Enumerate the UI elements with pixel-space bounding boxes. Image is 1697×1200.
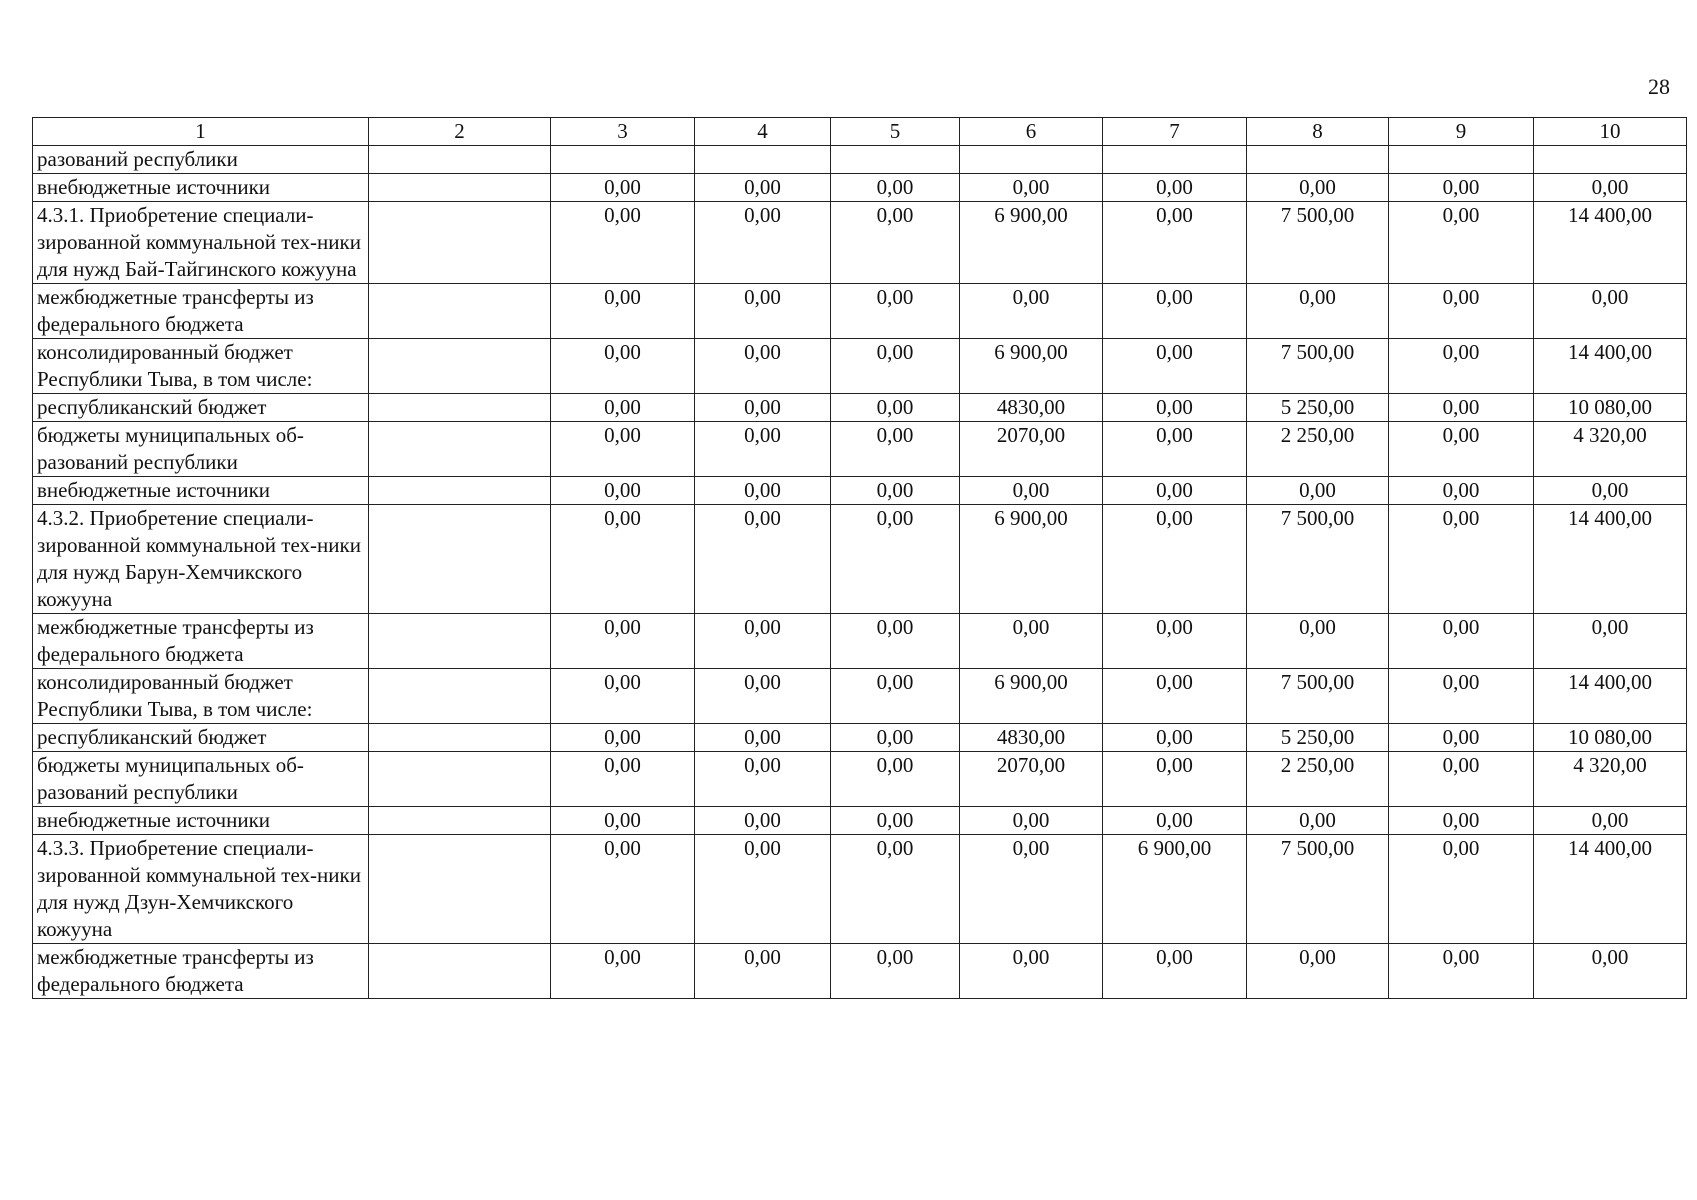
value-cell-col-5: 0,00 xyxy=(831,422,960,477)
table-body xyxy=(33,146,1687,999)
table-row xyxy=(33,394,1687,422)
value-cell-col-6: 0,00 xyxy=(960,174,1103,202)
value-cell-col-8: 0,00 xyxy=(1247,284,1389,339)
value-cell-col-7: 0,00 xyxy=(1103,944,1247,999)
value-cell-col-6: 6 900,00 xyxy=(960,339,1103,394)
value-cell-col-6: 6 900,00 xyxy=(960,669,1103,724)
value-cell-col-3: 0,00 xyxy=(551,835,695,944)
column-2-cell xyxy=(369,339,551,394)
value-cell-col-6: 2070,00 xyxy=(960,752,1103,807)
value-cell-col-8: 2 250,00 xyxy=(1247,422,1389,477)
row-label: внебюджетные источники xyxy=(33,477,369,505)
value-cell-col-7 xyxy=(1103,146,1247,174)
column-2-cell xyxy=(369,174,551,202)
value-cell-col-7: 0,00 xyxy=(1103,477,1247,505)
value-cell-col-3: 0,00 xyxy=(551,284,695,339)
value-cell-col-3: 0,00 xyxy=(551,422,695,477)
column-header-10: 10 xyxy=(1534,118,1687,146)
value-cell-col-7: 0,00 xyxy=(1103,724,1247,752)
value-cell-col-9: 0,00 xyxy=(1389,477,1534,505)
value-cell-col-10: 14 400,00 xyxy=(1534,202,1687,284)
value-cell-col-4: 0,00 xyxy=(695,944,831,999)
value-cell-col-4: 0,00 xyxy=(695,477,831,505)
table-row xyxy=(33,752,1687,807)
value-cell-col-9: 0,00 xyxy=(1389,669,1534,724)
row-label: межбюджетные трансферты из федерального бюджета xyxy=(33,944,369,999)
value-cell-col-10: 10 080,00 xyxy=(1534,394,1687,422)
value-cell-col-6: 6 900,00 xyxy=(960,202,1103,284)
value-cell-col-3: 0,00 xyxy=(551,202,695,284)
column-2-cell xyxy=(369,284,551,339)
column-2-cell xyxy=(369,807,551,835)
value-cell-col-8: 0,00 xyxy=(1247,807,1389,835)
table-row xyxy=(33,944,1687,999)
value-cell-col-4 xyxy=(695,146,831,174)
value-cell-col-4: 0,00 xyxy=(695,724,831,752)
value-cell-col-6: 0,00 xyxy=(960,477,1103,505)
value-cell-col-4: 0,00 xyxy=(695,284,831,339)
value-cell-col-9: 0,00 xyxy=(1389,339,1534,394)
value-cell-col-4: 0,00 xyxy=(695,422,831,477)
value-cell-col-7: 0,00 xyxy=(1103,284,1247,339)
value-cell-col-10: 0,00 xyxy=(1534,614,1687,669)
column-2-cell xyxy=(369,422,551,477)
value-cell-col-8: 0,00 xyxy=(1247,944,1389,999)
column-2-cell xyxy=(369,394,551,422)
value-cell-col-9: 0,00 xyxy=(1389,944,1534,999)
value-cell-col-7: 0,00 xyxy=(1103,339,1247,394)
column-2-cell xyxy=(369,505,551,614)
table-row xyxy=(33,174,1687,202)
header-row xyxy=(33,118,1687,146)
column-2-cell xyxy=(369,752,551,807)
value-cell-col-9: 0,00 xyxy=(1389,752,1534,807)
value-cell-col-7: 0,00 xyxy=(1103,669,1247,724)
value-cell-col-6: 0,00 xyxy=(960,835,1103,944)
row-label: бюджеты муниципальных об-разований республики xyxy=(33,422,369,477)
row-label: консолидированный бюджет Республики Тыва, в том числе: xyxy=(33,669,369,724)
value-cell-col-8: 7 500,00 xyxy=(1247,505,1389,614)
value-cell-col-3: 0,00 xyxy=(551,614,695,669)
value-cell-col-10: 0,00 xyxy=(1534,807,1687,835)
value-cell-col-4: 0,00 xyxy=(695,174,831,202)
value-cell-col-3: 0,00 xyxy=(551,174,695,202)
value-cell-col-3: 0,00 xyxy=(551,339,695,394)
value-cell-col-3: 0,00 xyxy=(551,752,695,807)
value-cell-col-5: 0,00 xyxy=(831,284,960,339)
value-cell-col-5: 0,00 xyxy=(831,724,960,752)
value-cell-col-10: 4 320,00 xyxy=(1534,422,1687,477)
value-cell-col-4: 0,00 xyxy=(695,394,831,422)
value-cell-col-9: 0,00 xyxy=(1389,174,1534,202)
value-cell-col-3: 0,00 xyxy=(551,669,695,724)
value-cell-col-5: 0,00 xyxy=(831,835,960,944)
column-header-4: 4 xyxy=(695,118,831,146)
row-label: межбюджетные трансферты из федерального бюджета xyxy=(33,614,369,669)
value-cell-col-6: 4830,00 xyxy=(960,394,1103,422)
value-cell-col-5 xyxy=(831,146,960,174)
value-cell-col-6: 4830,00 xyxy=(960,724,1103,752)
value-cell-col-7: 0,00 xyxy=(1103,202,1247,284)
value-cell-col-10: 0,00 xyxy=(1534,477,1687,505)
value-cell-col-10: 4 320,00 xyxy=(1534,752,1687,807)
value-cell-col-10: 0,00 xyxy=(1534,174,1687,202)
value-cell-col-8: 7 500,00 xyxy=(1247,669,1389,724)
page-number: 28 xyxy=(1648,74,1670,99)
value-cell-col-4: 0,00 xyxy=(695,807,831,835)
value-cell-col-5: 0,00 xyxy=(831,944,960,999)
value-cell-col-8 xyxy=(1247,146,1389,174)
column-2-cell xyxy=(369,724,551,752)
value-cell-col-10: 0,00 xyxy=(1534,284,1687,339)
value-cell-col-5: 0,00 xyxy=(831,807,960,835)
row-label: разований республики xyxy=(33,146,369,174)
value-cell-col-6: 0,00 xyxy=(960,284,1103,339)
column-header-3: 3 xyxy=(551,118,695,146)
column-2-cell xyxy=(369,477,551,505)
column-header-8: 8 xyxy=(1247,118,1389,146)
value-cell-col-9: 0,00 xyxy=(1389,505,1534,614)
table-row xyxy=(33,835,1687,944)
table-row xyxy=(33,505,1687,614)
value-cell-col-7: 0,00 xyxy=(1103,422,1247,477)
value-cell-col-4: 0,00 xyxy=(695,505,831,614)
table-row xyxy=(33,202,1687,284)
value-cell-col-4: 0,00 xyxy=(695,752,831,807)
value-cell-col-7: 0,00 xyxy=(1103,174,1247,202)
value-cell-col-8: 7 500,00 xyxy=(1247,339,1389,394)
value-cell-col-8: 7 500,00 xyxy=(1247,835,1389,944)
value-cell-col-8: 0,00 xyxy=(1247,477,1389,505)
column-2-cell xyxy=(369,614,551,669)
row-label: внебюджетные источники xyxy=(33,807,369,835)
value-cell-col-5: 0,00 xyxy=(831,614,960,669)
value-cell-col-9: 0,00 xyxy=(1389,835,1534,944)
value-cell-col-9: 0,00 xyxy=(1389,202,1534,284)
column-header-6: 6 xyxy=(960,118,1103,146)
value-cell-col-7: 6 900,00 xyxy=(1103,835,1247,944)
value-cell-col-3: 0,00 xyxy=(551,807,695,835)
value-cell-col-5: 0,00 xyxy=(831,394,960,422)
column-header-1: 1 xyxy=(33,118,369,146)
value-cell-col-5: 0,00 xyxy=(831,339,960,394)
value-cell-col-5: 0,00 xyxy=(831,174,960,202)
value-cell-col-3: 0,00 xyxy=(551,477,695,505)
row-label: бюджеты муниципальных об-разований республики xyxy=(33,752,369,807)
value-cell-col-6 xyxy=(960,146,1103,174)
table-row xyxy=(33,146,1687,174)
column-header-9: 9 xyxy=(1389,118,1534,146)
value-cell-col-4: 0,00 xyxy=(695,339,831,394)
value-cell-col-7: 0,00 xyxy=(1103,614,1247,669)
value-cell-col-9: 0,00 xyxy=(1389,422,1534,477)
value-cell-col-6: 0,00 xyxy=(960,807,1103,835)
row-label: республиканский бюджет xyxy=(33,724,369,752)
column-2-cell xyxy=(369,146,551,174)
value-cell-col-8: 2 250,00 xyxy=(1247,752,1389,807)
value-cell-col-6: 0,00 xyxy=(960,944,1103,999)
value-cell-col-9: 0,00 xyxy=(1389,807,1534,835)
value-cell-col-5: 0,00 xyxy=(831,477,960,505)
value-cell-col-9: 0,00 xyxy=(1389,724,1534,752)
column-2-cell xyxy=(369,202,551,284)
value-cell-col-8: 7 500,00 xyxy=(1247,202,1389,284)
value-cell-col-10: 14 400,00 xyxy=(1534,835,1687,944)
value-cell-col-3 xyxy=(551,146,695,174)
value-cell-col-9: 0,00 xyxy=(1389,394,1534,422)
value-cell-col-10: 10 080,00 xyxy=(1534,724,1687,752)
value-cell-col-10 xyxy=(1534,146,1687,174)
value-cell-col-7: 0,00 xyxy=(1103,807,1247,835)
row-label: 4.3.1. Приобретение специали-зированной коммунальной тех-ники для нужд Бай-Тайгинского кожууна xyxy=(33,202,369,284)
value-cell-col-8: 5 250,00 xyxy=(1247,724,1389,752)
value-cell-col-10: 14 400,00 xyxy=(1534,339,1687,394)
value-cell-col-10: 14 400,00 xyxy=(1534,505,1687,614)
row-label: республиканский бюджет xyxy=(33,394,369,422)
row-label: 4.3.2. Приобретение специали-зированной коммунальной тех-ники для нужд Барун-Хемчикского кожууна xyxy=(33,505,369,614)
value-cell-col-8: 0,00 xyxy=(1247,174,1389,202)
value-cell-col-3: 0,00 xyxy=(551,724,695,752)
value-cell-col-6: 0,00 xyxy=(960,614,1103,669)
row-label: консолидированный бюджет Республики Тыва, в том числе: xyxy=(33,339,369,394)
column-header-2: 2 xyxy=(369,118,551,146)
value-cell-col-10: 14 400,00 xyxy=(1534,669,1687,724)
value-cell-col-7: 0,00 xyxy=(1103,505,1247,614)
value-cell-col-4: 0,00 xyxy=(695,614,831,669)
value-cell-col-8: 5 250,00 xyxy=(1247,394,1389,422)
column-2-cell xyxy=(369,835,551,944)
row-label: внебюджетные источники xyxy=(33,174,369,202)
table-row xyxy=(33,422,1687,477)
value-cell-col-9: 0,00 xyxy=(1389,614,1534,669)
value-cell-col-6: 2070,00 xyxy=(960,422,1103,477)
column-2-cell xyxy=(369,669,551,724)
value-cell-col-5: 0,00 xyxy=(831,669,960,724)
table-row xyxy=(33,477,1687,505)
value-cell-col-5: 0,00 xyxy=(831,505,960,614)
value-cell-col-3: 0,00 xyxy=(551,505,695,614)
value-cell-col-7: 0,00 xyxy=(1103,394,1247,422)
table-row xyxy=(33,284,1687,339)
value-cell-col-5: 0,00 xyxy=(831,202,960,284)
value-cell-col-4: 0,00 xyxy=(695,669,831,724)
table-row xyxy=(33,339,1687,394)
table-row xyxy=(33,614,1687,669)
table-row xyxy=(33,807,1687,835)
value-cell-col-6: 6 900,00 xyxy=(960,505,1103,614)
value-cell-col-8: 0,00 xyxy=(1247,614,1389,669)
table-row xyxy=(33,669,1687,724)
value-cell-col-3: 0,00 xyxy=(551,394,695,422)
value-cell-col-3: 0,00 xyxy=(551,944,695,999)
value-cell-col-5: 0,00 xyxy=(831,752,960,807)
value-cell-col-9: 0,00 xyxy=(1389,284,1534,339)
table-header xyxy=(33,118,1687,146)
row-label: 4.3.3. Приобретение специали-зированной коммунальной тех-ники для нужд Дзун-Хемчикского кожууна xyxy=(33,835,369,944)
budget-table xyxy=(32,117,1687,999)
value-cell-col-4: 0,00 xyxy=(695,202,831,284)
value-cell-col-4: 0,00 xyxy=(695,835,831,944)
column-2-cell xyxy=(369,944,551,999)
value-cell-col-9 xyxy=(1389,146,1534,174)
row-label: межбюджетные трансферты из федерального бюджета xyxy=(33,284,369,339)
table-row xyxy=(33,724,1687,752)
column-header-7: 7 xyxy=(1103,118,1247,146)
value-cell-col-7: 0,00 xyxy=(1103,752,1247,807)
value-cell-col-10: 0,00 xyxy=(1534,944,1687,999)
column-header-5: 5 xyxy=(831,118,960,146)
